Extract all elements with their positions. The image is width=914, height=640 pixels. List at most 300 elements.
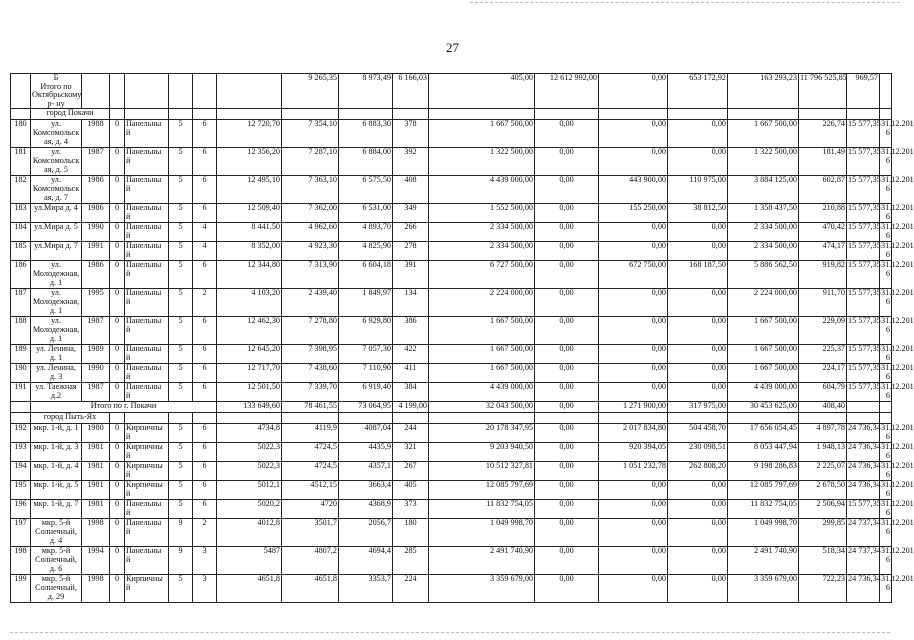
cell-fund2: 0,00	[599, 120, 668, 148]
cell-material: Кирпичны й	[125, 481, 169, 500]
cell-total_area: 5022,3	[217, 443, 282, 462]
cell-c4: 0	[110, 481, 125, 500]
cell-area2: 2 439,40	[282, 289, 339, 317]
cell-entrances: 6	[193, 176, 217, 204]
cell-area3: 7 110,90	[339, 364, 393, 383]
cell-floors: 5	[169, 204, 193, 223]
cell-limit: 15 577,35	[847, 223, 880, 242]
cell-no: 198	[11, 547, 31, 575]
cell-no: 193	[11, 443, 31, 462]
cell-total_area: 4651,8	[217, 575, 282, 603]
cell-limit: 15 577,35	[847, 317, 880, 345]
empty-cell	[728, 413, 799, 424]
cell-c4: 0	[110, 148, 125, 176]
table-row	[11, 176, 892, 204]
cell-fund4: 11 832 754,05	[728, 500, 799, 519]
cell-floors: 9	[169, 519, 193, 547]
cell-spec: 229,09	[799, 317, 847, 345]
cell-c4: 0	[110, 261, 125, 289]
cell-fund3: 0,00	[668, 148, 728, 176]
cell-addr: мкр. 5-й Солнечный, д. 4	[31, 519, 82, 547]
cell-material: Панельны й	[125, 519, 169, 547]
cell-addr: мкр. 1-й, д. 1	[31, 424, 82, 443]
cell-total_area: 4 103,20	[217, 289, 282, 317]
cell-area2: 7 287,10	[282, 148, 339, 176]
cell-fund3: 262 808,20	[668, 462, 728, 481]
cell-area2: 3501,7	[282, 519, 339, 547]
cell-area3: 4694,4	[339, 547, 393, 575]
cell-entrances: 6	[193, 148, 217, 176]
cell-fund2: 0,00	[599, 575, 668, 603]
empty-cell	[393, 413, 429, 424]
cell-material: Панельны й	[125, 317, 169, 345]
cell-fund1: 0,00	[535, 481, 599, 500]
cell-area2: 4512,15	[282, 481, 339, 500]
cell-fund4: 9 198 286,83	[728, 462, 799, 481]
cell-c4: 0	[110, 364, 125, 383]
empty-cell	[110, 109, 125, 120]
empty-cell	[799, 109, 847, 120]
cell-residents: 391	[393, 261, 429, 289]
cell-floors: 5	[169, 364, 193, 383]
empty-cell	[282, 413, 339, 424]
city-total-value: 4 199,00	[393, 402, 429, 413]
cell-material: Панельны й	[125, 148, 169, 176]
cell-total_area: 12 645,20	[217, 345, 282, 364]
empty-cell	[799, 413, 847, 424]
cell-floors: 5	[169, 575, 193, 603]
cell-no: 180	[11, 120, 31, 148]
district-total-value: 11 796 525,85	[799, 74, 847, 109]
cell-area3: 6 919,40	[339, 383, 393, 402]
empty-cell	[169, 74, 193, 109]
cell-floors: 9	[169, 547, 193, 575]
cell-addr: ул. Комсомольск ая, д. 5	[31, 148, 82, 176]
cell-floors: 5	[169, 424, 193, 443]
cell-entrances: 6	[193, 204, 217, 223]
cell-entrances: 6	[193, 120, 217, 148]
district-total-value: 12 612 992,00	[535, 74, 599, 109]
cell-limit: 24 736,34	[847, 481, 880, 500]
cell-fund2: 672 750,00	[599, 261, 668, 289]
cell-cost: 1 667 500,00	[429, 120, 535, 148]
cell-no: 184	[11, 223, 31, 242]
district-total-row	[11, 74, 892, 109]
cell-limit: 15 577,35	[847, 289, 880, 317]
cell-material: Панельны й	[125, 383, 169, 402]
cell-total_area: 5012,1	[217, 481, 282, 500]
cell-no: 192	[11, 424, 31, 443]
empty-cell	[193, 74, 217, 109]
cell-total_area: 12 717,70	[217, 364, 282, 383]
cell-total_area: 12 501,50	[217, 383, 282, 402]
cell-fund1: 0,00	[535, 204, 599, 223]
cell-spec: 919,82	[799, 261, 847, 289]
cell-addr: ул.Мира д. 7	[31, 242, 82, 261]
table-row	[11, 547, 892, 575]
cell-limit: 15 577,35	[847, 176, 880, 204]
cell-no: 191	[11, 383, 31, 402]
cell-spec: 470,42	[799, 223, 847, 242]
cell-date: 31.12.201 6	[880, 317, 892, 345]
cell-no: 185	[11, 242, 31, 261]
cell-no: 181	[11, 148, 31, 176]
cell-floors: 5	[169, 481, 193, 500]
cell-c4: 0	[110, 223, 125, 242]
city-header-row	[11, 109, 892, 120]
cell-entrances: 6	[193, 383, 217, 402]
cell-residents: 266	[393, 223, 429, 242]
cell-entrances: 6	[193, 462, 217, 481]
cell-year: 1989	[82, 345, 110, 364]
cell-fund3: 230 098,51	[668, 443, 728, 462]
city-total-value: 30 453 625,00	[728, 402, 799, 413]
cell-addr: ул. Таежная д.2	[31, 383, 82, 402]
table-row	[11, 575, 892, 603]
cell-fund2: 2 017 834,80	[599, 424, 668, 443]
empty-cell	[847, 413, 880, 424]
empty-cell	[169, 109, 193, 120]
cell-entrances: 6	[193, 500, 217, 519]
cell-date: 31.12.201 6	[881, 363, 914, 381]
cell-residents: 373	[393, 500, 429, 519]
cell-entrances: 6	[193, 261, 217, 289]
cell-addr: мкр. 1-й, д. 3	[31, 443, 82, 462]
district-total-label	[31, 74, 82, 109]
cell-total_area: 8 441,50	[217, 223, 282, 242]
empty-cell	[169, 413, 193, 424]
empty-cell	[11, 109, 31, 120]
cell-spec: 226,74	[799, 120, 847, 148]
table-row	[11, 223, 892, 242]
cell-floors: 5	[169, 383, 193, 402]
table-row	[11, 204, 892, 223]
cell-cost: 11 832 754,05	[429, 500, 535, 519]
cell-fund3: 0,00	[668, 345, 728, 364]
cell-fund2: 0,00	[599, 481, 668, 500]
cell-total_area: 12 720,70	[217, 120, 282, 148]
empty-cell	[535, 109, 599, 120]
top-scan-rule	[470, 2, 900, 3]
empty-cell	[125, 413, 169, 424]
cell-date: 31.12.201 6	[880, 547, 892, 575]
cell-no: 183	[11, 204, 31, 223]
district-total-label-line: Итого по	[40, 81, 72, 91]
cell-cost: 1 322 500,00	[429, 148, 535, 176]
cell-entrances: 4	[193, 242, 217, 261]
city-name: город Пыть-Ях	[31, 413, 110, 424]
cell-entrances: 6	[193, 424, 217, 443]
cell-floors: 5	[169, 148, 193, 176]
cell-addr: мкр. 1-й, д. 4	[31, 462, 82, 481]
cell-fund3: 0,00	[668, 481, 728, 500]
cell-no: 199	[11, 575, 31, 603]
cell-fund1: 0,00	[535, 424, 599, 443]
district-total-value: 405,00	[429, 74, 535, 109]
cell-area3: 1 849,97	[339, 289, 393, 317]
cell-fund1: 0,00	[535, 575, 599, 603]
cell-area3: 6 604,18	[339, 261, 393, 289]
empty-cell	[125, 74, 169, 109]
cell-cost: 6 727 500,00	[429, 261, 535, 289]
cell-residents: 321	[393, 443, 429, 462]
empty-cell	[429, 109, 535, 120]
cell-year: 1981	[82, 443, 110, 462]
cell-date: 31.12.201 6	[880, 120, 892, 148]
cell-floors: 5	[169, 223, 193, 242]
table-row	[11, 462, 892, 481]
cell-year: 1998	[82, 575, 110, 603]
cell-fund4: 1 667 500,00	[728, 364, 799, 383]
cell-spec: 911,70	[799, 289, 847, 317]
cell-floors: 5	[169, 462, 193, 481]
cell-residents: 134	[393, 289, 429, 317]
table-row	[11, 261, 892, 289]
cell-cost: 1 667 500,00	[429, 345, 535, 364]
empty-cell	[217, 109, 282, 120]
cell-cost: 2 491 740,90	[429, 547, 535, 575]
cell-fund4: 5 886 562,50	[728, 261, 799, 289]
cell-residents: 285	[393, 547, 429, 575]
empty-cell	[429, 413, 535, 424]
cell-date: 31.12.201 6	[881, 203, 914, 221]
empty-cell	[668, 413, 728, 424]
cell-material: Панельны й	[125, 289, 169, 317]
cell-no: 189	[11, 345, 31, 364]
cell-spec: 518,34	[799, 547, 847, 575]
cell-fund2: 0,00	[599, 289, 668, 317]
cell-date: 31.12.201 6	[880, 575, 892, 603]
cell-fund2: 155 250,00	[599, 204, 668, 223]
cell-no: 188	[11, 317, 31, 345]
cell-addr: ул.Мира д. 4	[31, 204, 82, 223]
cell-addr: ул. Молодежная, д. 1	[31, 289, 82, 317]
cell-c4: 0	[110, 462, 125, 481]
cell-addr: мкр. 5-й Солнечный, д. 29	[31, 575, 82, 603]
empty-cell	[880, 413, 892, 424]
cell-entrances: 2	[193, 519, 217, 547]
cell-year: 1998	[82, 519, 110, 547]
cell-fund3: 0,00	[668, 242, 728, 261]
cell-material: Панельны й	[125, 176, 169, 204]
cell-fund2: 0,00	[599, 242, 668, 261]
city-total-label: Итого по г. Покачи	[31, 402, 217, 413]
cell-cost: 12 085 797,69	[429, 481, 535, 500]
cell-fund4: 2 224 000,00	[728, 289, 799, 317]
empty-cell	[11, 402, 31, 413]
city-total-value: 0,00	[535, 402, 599, 413]
cell-fund1: 0,00	[535, 462, 599, 481]
cell-fund4: 3 359 679,00	[728, 575, 799, 603]
empty-cell	[880, 109, 892, 120]
cell-material: Панельны й	[125, 242, 169, 261]
cell-date: 31.12.201 6	[880, 261, 892, 289]
cell-fund3: 0,00	[668, 223, 728, 242]
cell-area3: 6 531,00	[339, 204, 393, 223]
cell-fund1: 0,00	[535, 500, 599, 519]
cell-fund2: 0,00	[599, 383, 668, 402]
empty-cell	[668, 109, 728, 120]
city-header-row	[11, 413, 892, 424]
cell-addr: мкр. 1-й, д. 7	[31, 500, 82, 519]
cell-year: 1986	[82, 261, 110, 289]
cell-year: 1986	[82, 176, 110, 204]
cell-fund1: 0,00	[535, 242, 599, 261]
cell-c4: 0	[110, 242, 125, 261]
cell-fund4: 1 358 437,50	[728, 204, 799, 223]
empty-cell	[282, 109, 339, 120]
cell-entrances: 4	[193, 223, 217, 242]
cell-spec: 4 897,78	[799, 424, 847, 443]
cell-addr: ул. Молодежная, д. 1	[31, 261, 82, 289]
cell-fund4: 2 334 500,00	[728, 223, 799, 242]
cell-area3: 3353,7	[339, 575, 393, 603]
cell-area3: 6 884,00	[339, 148, 393, 176]
cell-area3: 4 893,70	[339, 223, 393, 242]
cell-year: 1981	[82, 481, 110, 500]
cell-limit: 15 577,35	[847, 261, 880, 289]
cell-limit: 15 577,35	[847, 500, 880, 519]
cell-residents: 411	[393, 364, 429, 383]
cell-fund4: 4 439 000,00	[728, 383, 799, 402]
cell-residents: 384	[393, 383, 429, 402]
cell-floors: 5	[169, 120, 193, 148]
table-row	[11, 519, 892, 547]
page-number: 27	[446, 40, 459, 55]
cell-fund3: 0,00	[668, 120, 728, 148]
cell-area3: 6 883,30	[339, 120, 393, 148]
cell-area3: 6 575,50	[339, 176, 393, 204]
cell-cost: 2 224 000,00	[429, 289, 535, 317]
cell-spec: 604,79	[799, 383, 847, 402]
cell-entrances: 6	[193, 317, 217, 345]
cell-limit: 24 736,34	[847, 443, 880, 462]
cell-total_area: 12 356,20	[217, 148, 282, 176]
cell-c4: 0	[110, 317, 125, 345]
table-row	[11, 289, 892, 317]
district-total-value: 969,57	[847, 74, 880, 109]
cell-fund4: 1 667 500,00	[728, 120, 799, 148]
cell-total_area: 5487	[217, 547, 282, 575]
cell-cost: 4 439 000,00	[429, 383, 535, 402]
cell-c4: 0	[110, 575, 125, 603]
cell-fund3: 504 458,70	[668, 424, 728, 443]
cell-cost: 2 334 500,00	[429, 242, 535, 261]
cell-area3: 2056,7	[339, 519, 393, 547]
cell-spec: 2 506,94	[799, 500, 847, 519]
cell-area2: 4119,9	[282, 424, 339, 443]
cell-material: Панельны й	[125, 223, 169, 242]
cell-no: 182	[11, 176, 31, 204]
cell-addr: мкр. 5-й Солнечный, д. 6	[31, 547, 82, 575]
empty-cell	[217, 74, 282, 109]
cell-entrances: 2	[193, 289, 217, 317]
cell-material: Панельны й	[125, 120, 169, 148]
cell-year: 1987	[82, 317, 110, 345]
district-total-value: 9 265,35	[282, 74, 339, 109]
cell-year: 1991	[82, 242, 110, 261]
cell-total_area: 12 495,10	[217, 176, 282, 204]
cell-addr: мкр. 1-й, д. 5	[31, 481, 82, 500]
cell-fund1: 0,00	[535, 148, 599, 176]
cell-year: 1981	[82, 500, 110, 519]
cell-area3: 3663,4	[339, 481, 393, 500]
cell-fund3: 0,00	[668, 547, 728, 575]
cell-fund3: 0,00	[668, 289, 728, 317]
cell-material: Кирпичны й	[125, 424, 169, 443]
table-row	[11, 383, 892, 402]
cell-c4: 0	[110, 345, 125, 364]
cell-fund2: 443 900,00	[599, 176, 668, 204]
empty-cell	[599, 413, 668, 424]
cell-date: 31.12.201 6	[881, 442, 914, 460]
cell-limit: 15 577,35	[847, 242, 880, 261]
cell-date: 31.12.201 6	[881, 344, 914, 362]
table-row	[11, 148, 892, 176]
cell-material: Панельны й	[125, 345, 169, 364]
city-total-value: 133 649,60	[217, 402, 282, 413]
cell-total_area: 4734,8	[217, 424, 282, 443]
cell-date: 31.12.201 6	[881, 222, 914, 240]
cell-fund2: 0,00	[599, 519, 668, 547]
cell-fund3: 0,00	[668, 575, 728, 603]
empty-cell	[393, 109, 429, 120]
cell-spec: 181,49	[799, 148, 847, 176]
cell-c4: 0	[110, 176, 125, 204]
cell-cost: 3 359 679,00	[429, 575, 535, 603]
cell-floors: 5	[169, 317, 193, 345]
cell-spec: 210,88	[799, 204, 847, 223]
cell-fund1: 0,00	[535, 317, 599, 345]
cell-fund2: 920 394,05	[599, 443, 668, 462]
cell-area2: 4 923,30	[282, 242, 339, 261]
cell-date: 31.12.201 6	[881, 499, 914, 517]
cell-limit: 15 577,35	[847, 364, 880, 383]
cell-year: 1980	[82, 424, 110, 443]
cell-entrances: 3	[193, 547, 217, 575]
cell-total_area: 8 352,00	[217, 242, 282, 261]
cell-year: 1995	[82, 289, 110, 317]
cell-spec: 474,17	[799, 242, 847, 261]
cell-limit: 24 737,34	[847, 547, 880, 575]
cell-cost: 20 178 347,95	[429, 424, 535, 443]
cell-no: 195	[11, 481, 31, 500]
cell-residents: 180	[393, 519, 429, 547]
empty-cell	[193, 109, 217, 120]
cell-fund1: 0,00	[535, 223, 599, 242]
cell-date: 31.12.201 6	[881, 241, 914, 259]
cell-limit: 15 577,35	[847, 148, 880, 176]
cell-material: Панельны й	[125, 204, 169, 223]
cell-date: 31.12.201 6	[881, 382, 914, 400]
cell-fund2: 0,00	[599, 500, 668, 519]
cell-year: 1987	[82, 383, 110, 402]
cell-date: 31.12.201 6	[880, 148, 892, 176]
cell-floors: 5	[169, 242, 193, 261]
cell-fund4: 17 656 054,45	[728, 424, 799, 443]
district-total-label-line: Октябрьскому р- ну	[32, 90, 82, 108]
cell-spec: 2 678,50	[799, 481, 847, 500]
empty-cell	[880, 402, 892, 413]
cell-fund1: 0,00	[535, 364, 599, 383]
cell-cost: 1 667 500,00	[429, 364, 535, 383]
cell-area3: 4435,9	[339, 443, 393, 462]
cell-entrances: 6	[193, 364, 217, 383]
table-row	[11, 424, 892, 443]
cell-no: 197	[11, 519, 31, 547]
cell-addr: ул. Комсомольск ая, д. 7	[31, 176, 82, 204]
cell-spec: 224,17	[799, 364, 847, 383]
